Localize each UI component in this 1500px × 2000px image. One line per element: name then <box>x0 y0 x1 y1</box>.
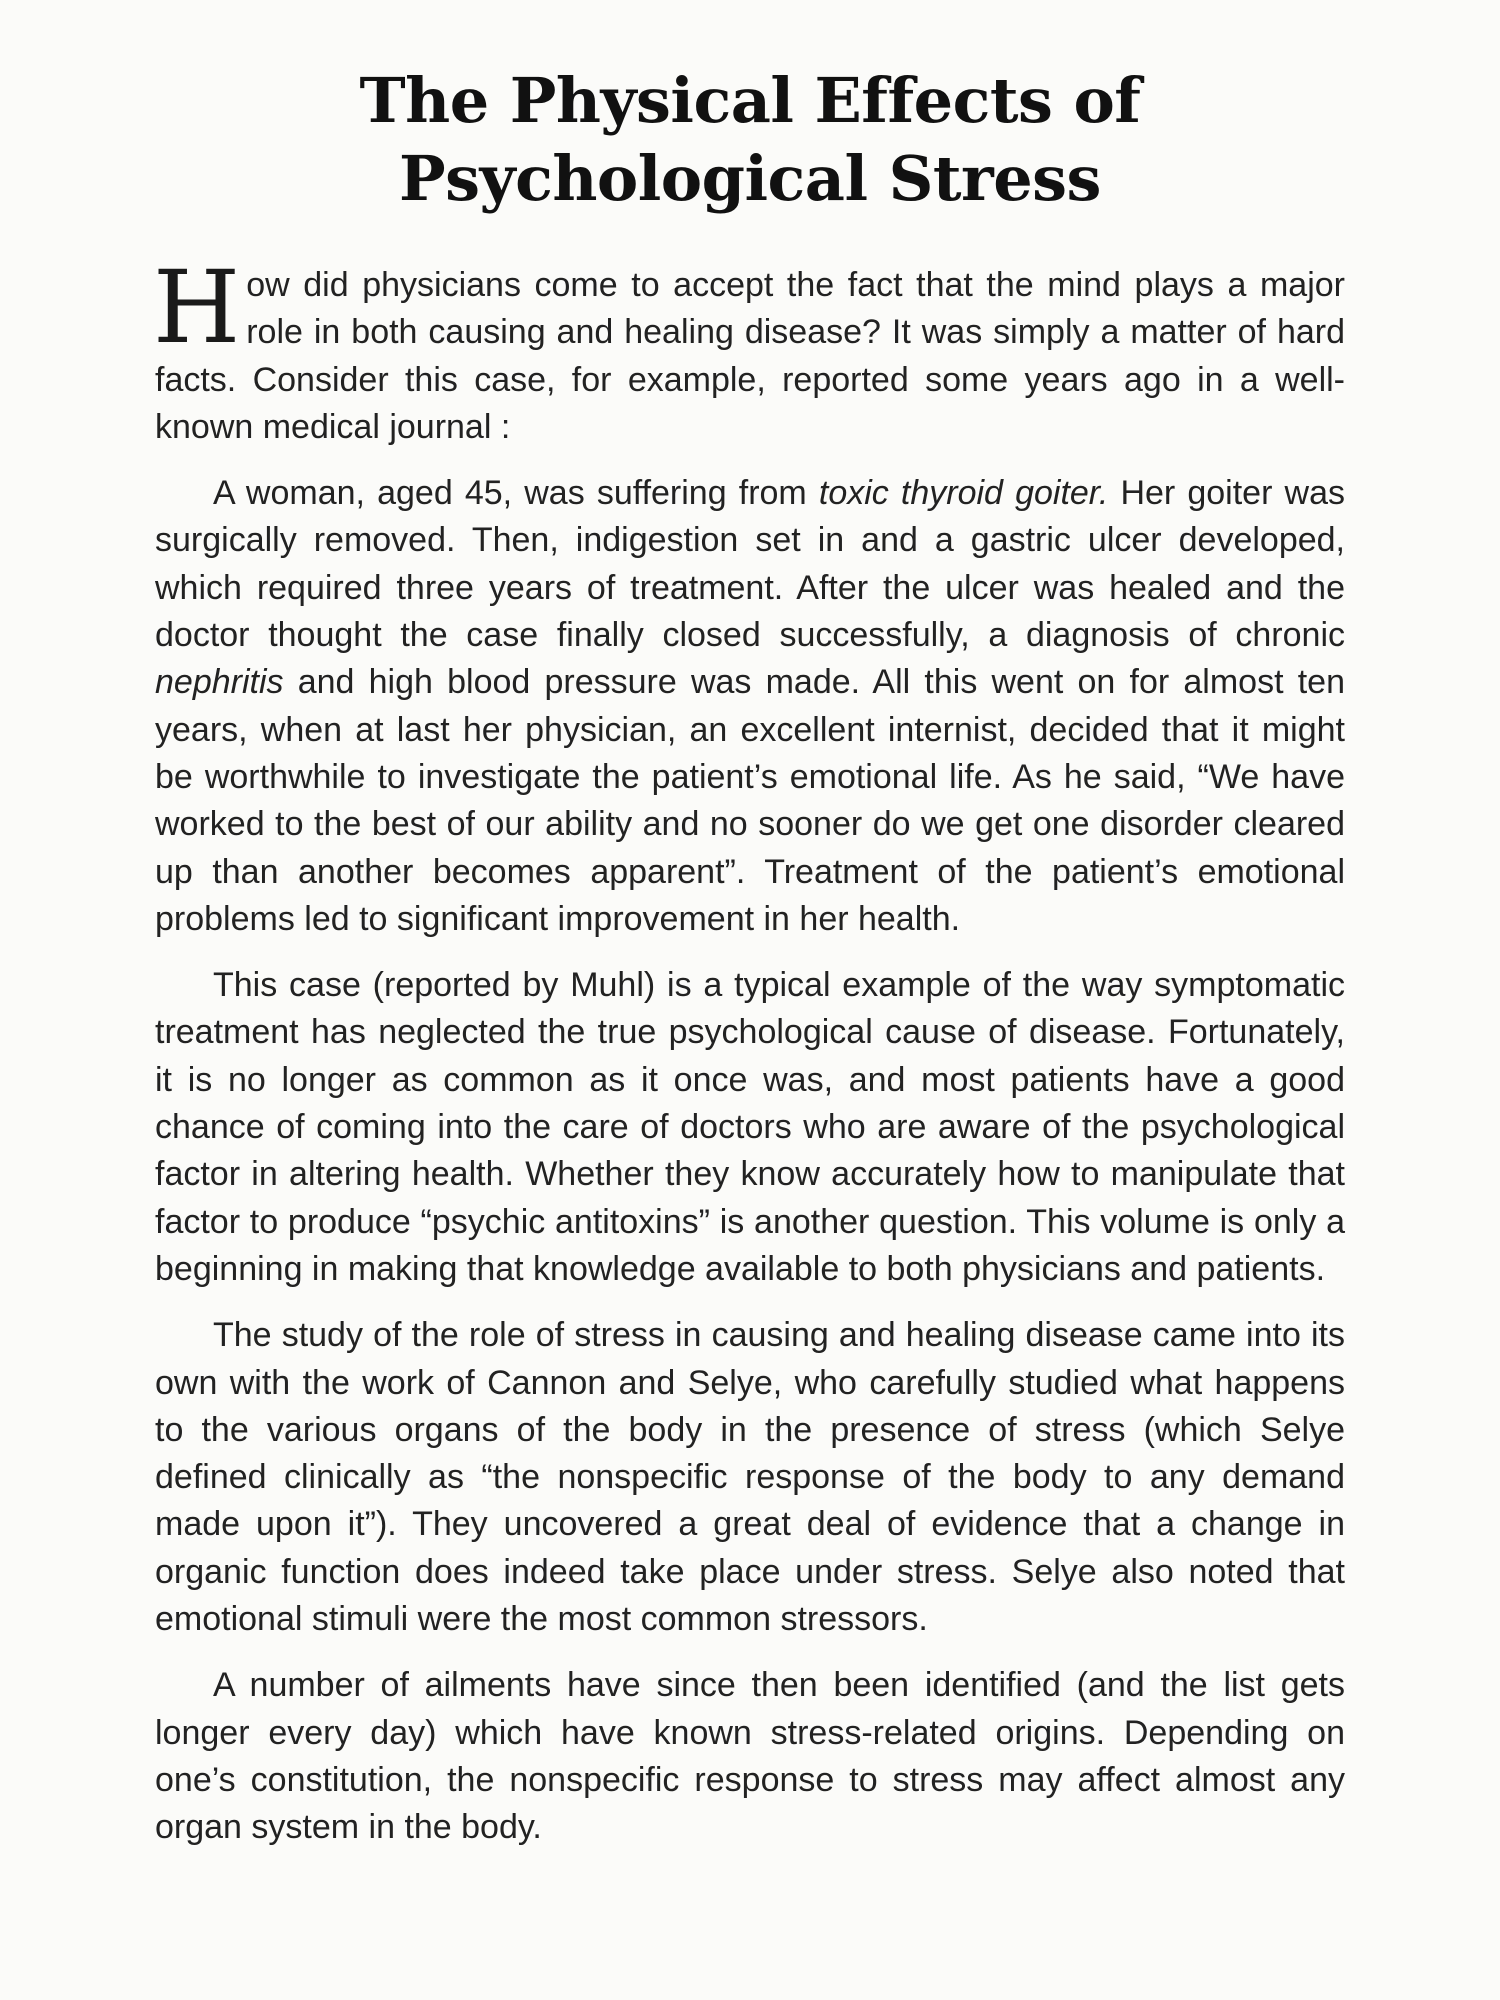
paragraph-2-italic-b: nephritis <box>155 663 284 702</box>
drop-cap: H <box>153 249 241 366</box>
title-line-2: Psychological Stress <box>399 142 1101 215</box>
paragraph-2-italic-a: toxic thyroid goiter. <box>818 474 1109 513</box>
paragraph-5: A number of ailments have since then been identified (and the list gets longer every day) which have known stress-related origins. Depending on one’s constitution, the nonspecific response to stress may affect almost any organ system in the body. <box>155 1666 1345 1847</box>
title-line-1: The Physical Effects of <box>359 64 1141 137</box>
paragraph-4: The study of the role of stress in causing and healing disease came into its own with the work of Cannon and Selye, who carefully studied what happens to the various organs of the body in the presence of stress (which Selye defined clinically as “the nonspecific response of the body to any demand made upon it”). They uncovered a great deal of evidence that a change in organic function does indeed take place under stress. Selye also noted that emotional stimuli were the most common stressors. <box>155 1316 1345 1639</box>
paragraph-2-text-b: Her goiter was surgically removed. Then, indigestion set in and a gastric ulcer developed, which required three years of treatment. After the ulcer was healed and the doctor thought the case finally closed successfully, a diagnosis of chronic <box>155 474 1345 655</box>
paragraph-3: This case (reported by Muhl) is a typical example of the way symptomatic treatment has neglected the true psychological cause of disease. Fortunately, it is no longer as common as it once was, and most patients have a good chance of coming into the care of doctors who are aware of the psychological factor in altering health. Whether they know accurately how to manipulate that factor to produce “psychic antitoxins” is another question. This volume is only a beginning in making that knowledge available to both physicians and patients. <box>155 966 1345 1288</box>
paragraph-1-text: ow did physicians come to accept the fact that the mind plays a major role in both causing and healing disease? It was simply a matter of hard facts. Consider this case, for example, reported some years ago in a well-known medical journal : <box>155 266 1345 446</box>
paragraph-2-text-c: and high blood pressure was made. All this went on for almost ten years, when at last her physician, an excellent internist, decided that it might be worthwhile to investigate the patient’s emotional life. As he said, “We have worked to the best of our ability and no sooner do we get one disorder cleared up than another becomes apparent”. Treatment of the patient’s emotional problems led to significant improvement in her health. <box>155 663 1345 938</box>
paragraph-1 <box>153 249 1345 451</box>
paragraph-2-text-a: A woman, aged 45, was suffering from <box>213 474 819 513</box>
article-title <box>155 62 1345 218</box>
document-page <box>155 62 1345 1871</box>
paragraph-2 <box>155 470 1345 943</box>
